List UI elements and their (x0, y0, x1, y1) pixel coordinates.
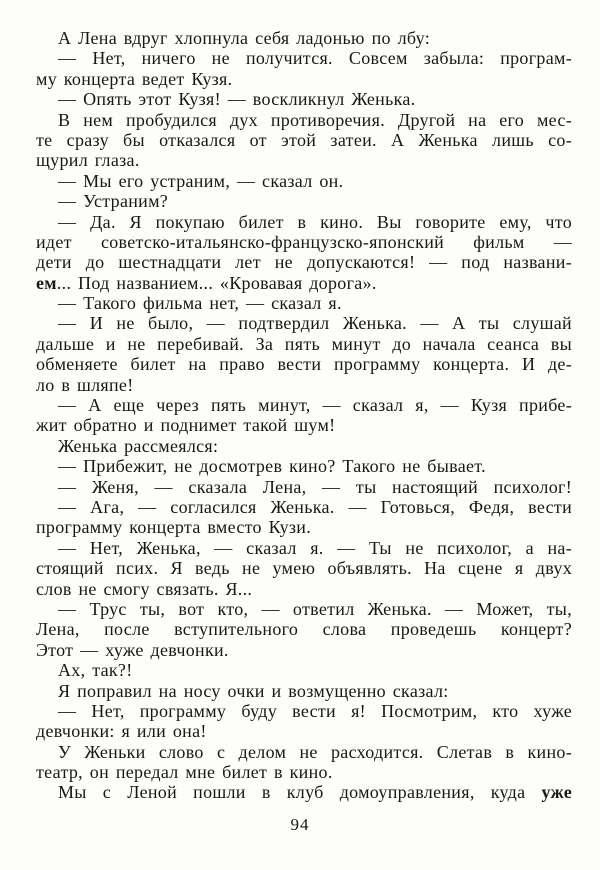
text-line (36, 69, 572, 89)
text-segment: театр, он передал мне билет в кино. (36, 762, 333, 783)
text-segment: обменяете билет на право вести программу концерта. И де- (36, 354, 572, 375)
text-segment: — Мы его устраним, — сказал он. (58, 170, 344, 191)
text-segment: Женька рассмеялся: (58, 435, 219, 456)
text-segment: — Нет, Женька, — сказал я. — Ты не психолог, а на- (58, 537, 572, 558)
text-line (36, 334, 572, 354)
text-segment: — Такого фильма нет, — сказал я. (58, 293, 342, 314)
text-line (36, 212, 572, 232)
text-segment: щурил глаза. (36, 150, 140, 171)
text-segment: — Да. Я покупаю билет в кино. Вы говорите ему, что (58, 211, 572, 232)
text-line (36, 660, 572, 680)
text-segment: идет советско-итальянско-французско-японский фильм — (36, 231, 572, 252)
text-line (36, 701, 572, 721)
text-line (36, 721, 572, 741)
text-segment: Лена, после вступительного слова проведешь концерт? (36, 619, 572, 640)
text-line (36, 89, 572, 109)
bold-text: уже (541, 782, 572, 803)
text-segment: — Женя, — сказала Лена, — ты настоящий психолог! (58, 476, 572, 497)
text-segment: те сразу бы отказался от этой затеи. А Женька лишь со- (36, 129, 572, 150)
text-line (36, 191, 572, 211)
text-line (36, 130, 572, 150)
text-line (36, 48, 572, 68)
text-line (36, 742, 572, 762)
text-line (36, 558, 572, 578)
text-segment: программу концерта вместо Кузи. (36, 517, 312, 538)
text-segment: дети до шестнадцати лет не допускаются! — под названи- (36, 252, 572, 273)
text-line (36, 619, 572, 639)
bold-text: ем (36, 272, 57, 293)
text-segment: стоящий псих. Я ведь не умею объявлять. На сцене я двух (36, 558, 572, 579)
text-line (36, 640, 572, 660)
text-line (36, 375, 572, 395)
text-line (36, 232, 572, 252)
text-line (36, 497, 572, 517)
text-segment: Этот — хуже девчонки. (36, 639, 229, 660)
text-segment: А Лена вдруг хлопнула себя ладонью по лбу: (58, 28, 431, 48)
text-line (36, 354, 572, 374)
text-segment: жит обратно и поднимет такой шум! (36, 415, 336, 436)
text-line (36, 538, 572, 558)
text-segment: девчонки: я или она! (36, 721, 207, 742)
text-line (36, 313, 572, 333)
text-line (36, 171, 572, 191)
text-line (36, 477, 572, 497)
text-line (36, 273, 572, 293)
text-segment: — И не было, — подтвердил Женька. — А ты слушай (58, 313, 572, 334)
text-line (36, 293, 572, 313)
text-segment: Ах, так?! (58, 660, 133, 681)
text-line (36, 415, 572, 435)
text-segment: дальше и не перебивай. За пять минут до начала сеанса вы (36, 333, 572, 354)
text-segment: У Женьки слово с делом не расходится. Слетав в кино- (58, 741, 572, 762)
text-segment: — Прибежит, не досмотрев кино? Такого не бывает. (58, 456, 486, 477)
page-number: 94 (290, 815, 310, 834)
text-segment: Я поправил на носу очки и возмущенно сказал: (58, 680, 449, 701)
text-segment: — Нет, программу буду вести я! Посмотрим, кто хуже (58, 700, 572, 721)
page-text (36, 28, 572, 803)
text-line (36, 782, 572, 802)
text-line (36, 252, 572, 272)
text-segment: му концерта ведет Кузя. (36, 68, 233, 89)
text-segment: — Трус ты, вот кто, — ответил Женька. — Может, ты, (58, 598, 572, 619)
text-line (36, 110, 572, 130)
text-segment: слов не смогу связать. Я... (36, 578, 253, 599)
text-line (36, 517, 572, 537)
text-line (36, 579, 572, 599)
text-segment: — Устраним? (58, 191, 169, 212)
text-line (36, 456, 572, 476)
text-line (36, 762, 572, 782)
text-line (36, 150, 572, 170)
text-segment: — А еще через пять минут, — сказал я, — Кузя прибе- (58, 395, 572, 416)
text-segment: Мы с Леной пошли в клуб домоуправления, куда (58, 782, 542, 803)
text-segment: — Опять этот Кузя! — воскликнул Женька. (58, 89, 416, 110)
text-line (36, 436, 572, 456)
text-segment: ло в шляпе! (36, 374, 134, 395)
text-segment: — Ага, — согласился Женька. — Готовься, Федя, вести (58, 496, 572, 517)
text-line (36, 28, 572, 48)
text-segment: ... Под названием... «Кровавая дорога». (56, 272, 377, 293)
text-segment: В нем пробудился дух противоречия. Другой на его мес- (58, 109, 572, 130)
text-line (36, 395, 572, 415)
text-line (36, 599, 572, 619)
text-line (36, 681, 572, 701)
text-segment: — Нет, ничего не получится. Совсем забыла: програм- (58, 48, 572, 69)
